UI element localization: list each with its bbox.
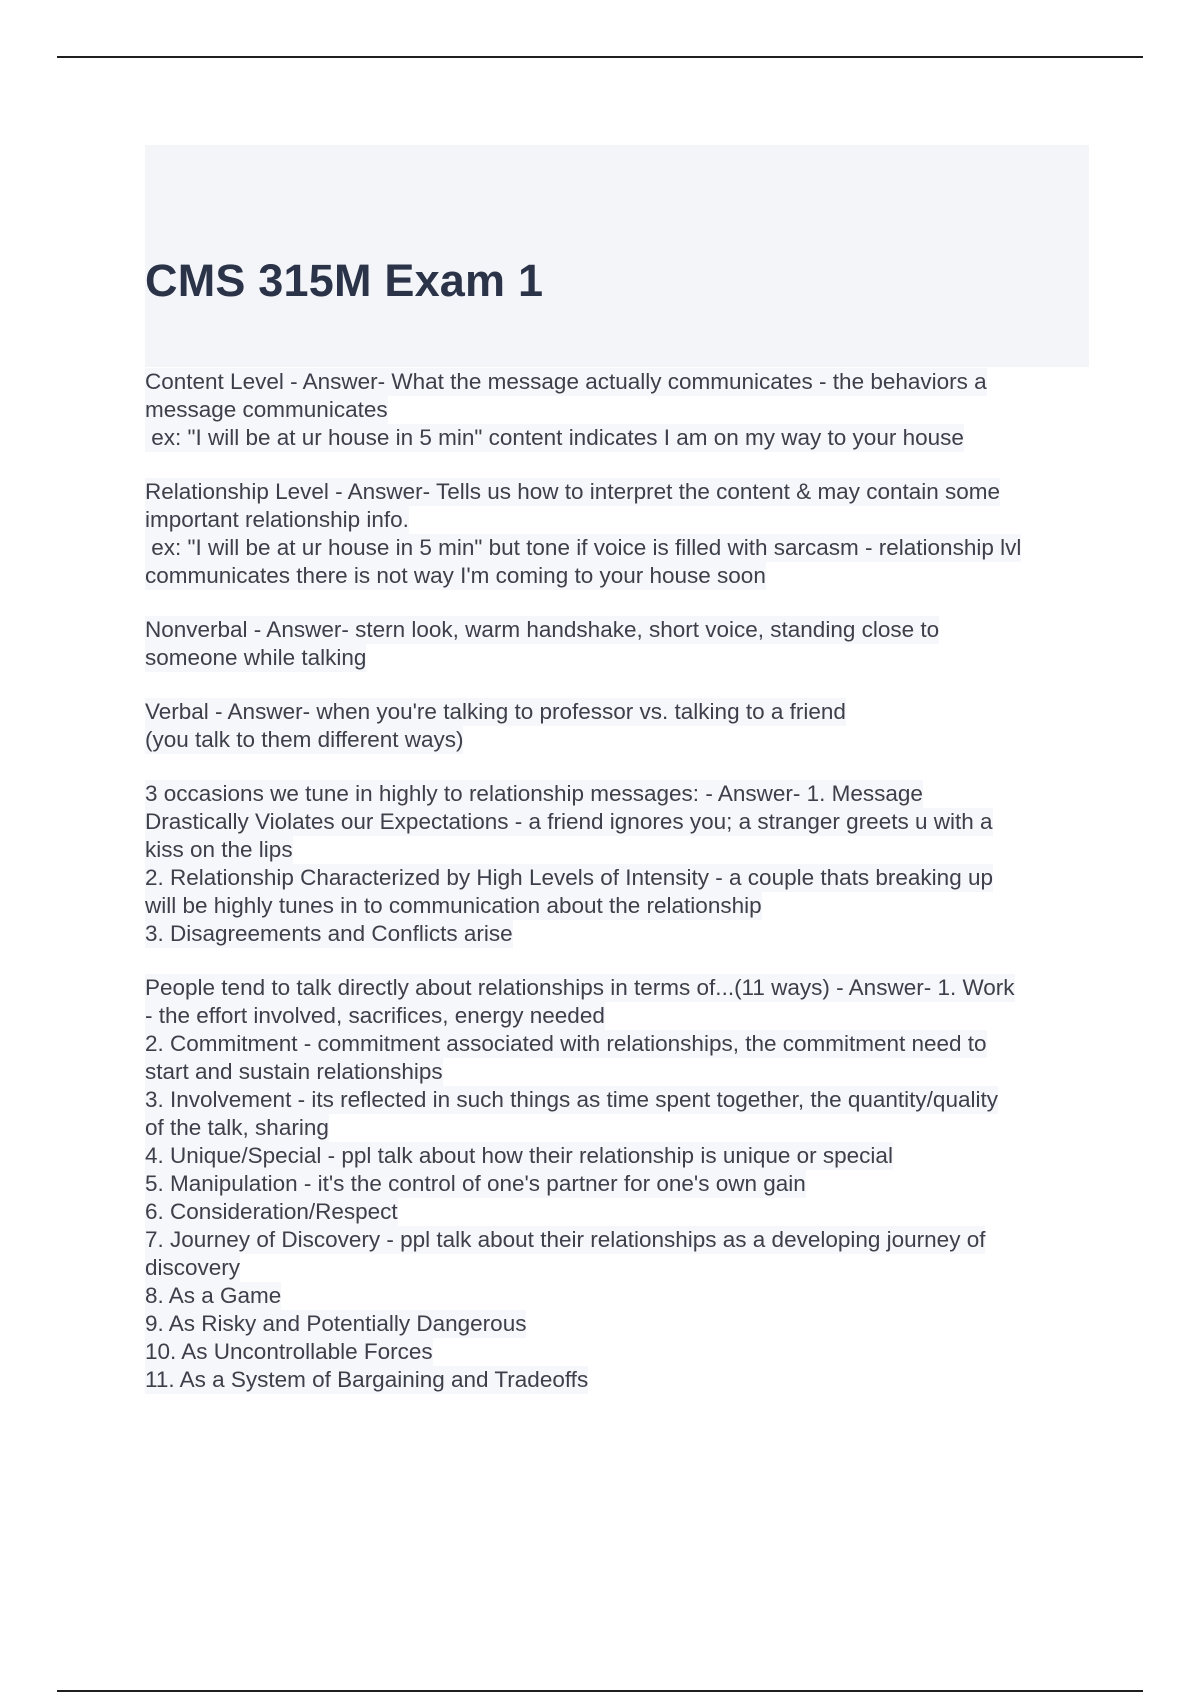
text-line: Nonverbal - Answer- stern look, warm handshake, short voice, standing close to — [145, 617, 940, 642]
qa-entry — [145, 616, 1095, 672]
text-line: start and sustain relationships — [145, 1059, 443, 1084]
text-line: discovery — [145, 1255, 241, 1280]
text-line: communicates there is not way I'm coming to your house soon — [145, 563, 766, 588]
document-body — [145, 368, 1095, 1420]
text-line: message communicates — [145, 397, 388, 422]
text-row — [145, 616, 1095, 644]
text-row — [145, 424, 1095, 452]
page-title: CMS 315M Exam 1 — [145, 255, 544, 306]
text-row — [145, 836, 1095, 864]
text-row — [145, 892, 1095, 920]
text-line: 7. Journey of Discovery - ppl talk about their relationships as a developing journey of — [145, 1227, 986, 1252]
text-row — [145, 1254, 1095, 1282]
text-line: - the effort involved, sacrifices, energy needed — [145, 1003, 605, 1028]
text-row — [145, 920, 1095, 948]
qa-entry — [145, 478, 1095, 590]
text-row — [145, 1226, 1095, 1254]
text-line: 5. Manipulation - it's the control of one's partner for one's own gain — [145, 1171, 806, 1196]
text-line: 3. Involvement - its reflected in such things as time spent together, the quantity/quality — [145, 1087, 998, 1112]
text-row — [145, 1058, 1095, 1086]
qa-entry — [145, 780, 1095, 948]
text-row — [145, 1170, 1095, 1198]
text-row — [145, 506, 1095, 534]
text-row — [145, 1030, 1095, 1058]
text-line: Content Level - Answer- What the message actually communicates - the behaviors a — [145, 369, 987, 394]
text-line: will be highly tunes in to communication about the relationship — [145, 893, 762, 918]
text-row — [145, 478, 1095, 506]
text-row — [145, 1114, 1095, 1142]
text-line: 11. As a System of Bargaining and Tradeoffs — [145, 1367, 589, 1392]
text-line: important relationship info. — [145, 507, 409, 532]
text-line: Relationship Level - Answer- Tells us how to interpret the content & may contain some — [145, 479, 1001, 504]
text-row — [145, 1282, 1095, 1310]
text-line: (you talk to them different ways) — [145, 727, 464, 752]
text-row — [145, 562, 1095, 590]
text-line: People tend to talk directly about relationships in terms of...(11 ways) - Answer- 1. Work — [145, 975, 1015, 1000]
text-line: 4. Unique/Special - ppl talk about how their relationship is unique or special — [145, 1143, 893, 1168]
text-line: of the talk, sharing — [145, 1115, 329, 1140]
text-line: 2. Relationship Characterized by High Levels of Intensity - a couple thats breaking up — [145, 865, 993, 890]
text-row — [145, 1366, 1095, 1394]
text-line: 3 occasions we tune in highly to relationship messages: - Answer- 1. Message — [145, 781, 923, 806]
header-rule — [57, 56, 1143, 58]
text-line: Drastically Violates our Expectations - a friend ignores you; a stranger greets u with a — [145, 809, 993, 834]
text-line: ex: "I will be at ur house in 5 min" but tone if voice is filled with sarcasm - relationship lvl — [145, 535, 1022, 560]
text-row — [145, 368, 1095, 396]
text-line: ex: "I will be at ur house in 5 min" content indicates I am on my way to your house — [145, 425, 964, 450]
text-row — [145, 396, 1095, 424]
text-line: someone while talking — [145, 645, 367, 670]
footer-rule — [57, 1690, 1143, 1692]
qa-entry — [145, 368, 1095, 452]
text-line: kiss on the lips — [145, 837, 293, 862]
text-row — [145, 726, 1095, 754]
text-line: 2. Commitment - commitment associated with relationships, the commitment need to — [145, 1031, 987, 1056]
text-line: 3. Disagreements and Conflicts arise — [145, 921, 513, 946]
qa-entry — [145, 974, 1095, 1394]
text-row — [145, 864, 1095, 892]
text-line: 10. As Uncontrollable Forces — [145, 1339, 433, 1364]
text-row — [145, 1338, 1095, 1366]
text-line: 8. As a Game — [145, 1283, 282, 1308]
qa-entry — [145, 698, 1095, 754]
text-row — [145, 644, 1095, 672]
text-row — [145, 698, 1095, 726]
text-line: Verbal - Answer- when you're talking to professor vs. talking to a friend — [145, 699, 846, 724]
title-block — [145, 145, 1089, 367]
text-row — [145, 534, 1095, 562]
text-row — [145, 974, 1095, 1002]
text-row — [145, 1198, 1095, 1226]
text-row — [145, 1310, 1095, 1338]
text-line: 9. As Risky and Potentially Dangerous — [145, 1311, 527, 1336]
text-row — [145, 808, 1095, 836]
text-row — [145, 1086, 1095, 1114]
text-row — [145, 780, 1095, 808]
text-row — [145, 1002, 1095, 1030]
text-line: 6. Consideration/Respect — [145, 1199, 398, 1224]
text-row — [145, 1142, 1095, 1170]
